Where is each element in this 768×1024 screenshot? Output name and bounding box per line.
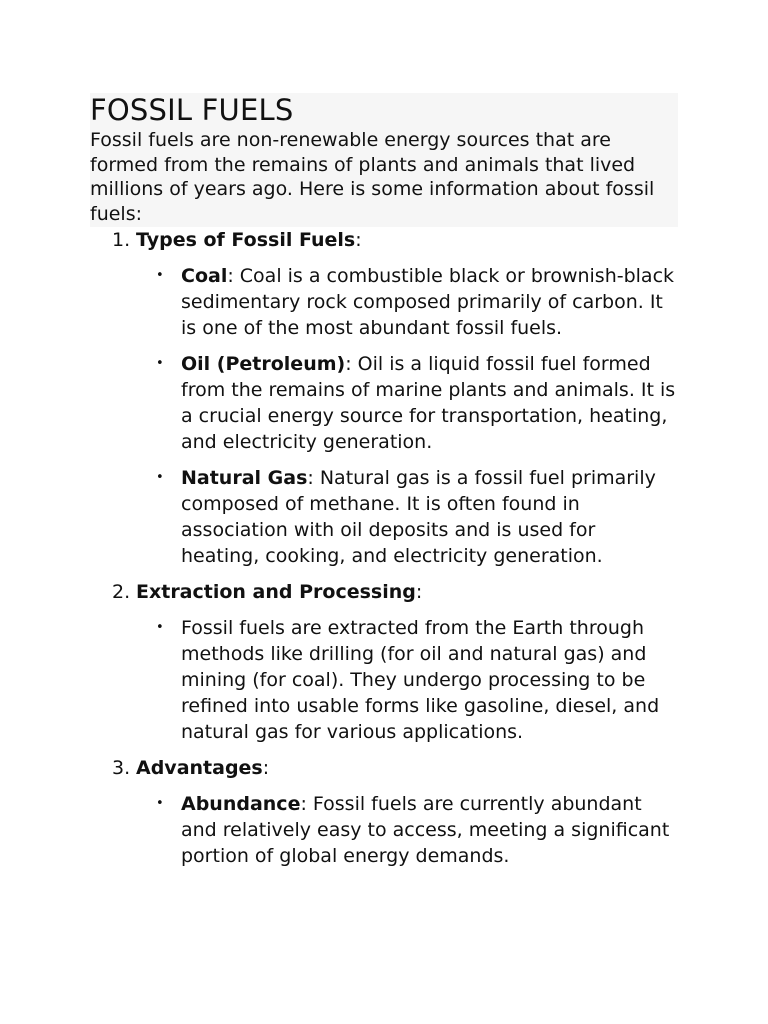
bullet-icon: • <box>156 620 164 635</box>
section-list <box>90 227 678 869</box>
item-list <box>90 791 678 869</box>
list-item-abundance <box>90 791 678 869</box>
item-term: Oil (Petroleum) <box>181 353 346 375</box>
list-item-oil <box>90 351 678 455</box>
section-heading-text: Types of Fossil Fuels <box>136 229 356 251</box>
item-text: : Fossil fuels are currently abundant and relatively easy to access, meeting a significant portion of global energy demands. <box>181 793 670 867</box>
section-number: 2. <box>112 581 131 603</box>
section-heading-text: Advantages <box>136 757 263 779</box>
item-term: Coal <box>181 265 228 287</box>
section-number: 3. <box>112 757 131 779</box>
bullet-icon: • <box>156 268 164 283</box>
section-heading-suffix: : <box>262 757 270 779</box>
bullet-icon: • <box>156 356 164 371</box>
bullet-icon: • <box>156 470 164 485</box>
item-list <box>90 615 678 745</box>
item-text: : Oil is a liquid fossil fuel formed from the remains of marine plants and animals. It is a crucial energy source for transportation, heating, and electricity generation. <box>181 353 676 453</box>
section-types <box>90 227 678 569</box>
section-heading <box>90 579 678 605</box>
section-advantages <box>90 755 678 869</box>
item-text: Fossil fuels are extracted from the Earth through methods like drilling (for oil and natural gas) and mining (for coal). They undergo processing to be refined into usable forms like gasoline, diesel, and natural gas for various applications. <box>181 617 660 743</box>
item-term: Natural Gas <box>181 467 308 489</box>
section-heading-text: Extraction and Processing <box>136 581 416 603</box>
list-item-coal <box>90 263 678 341</box>
document <box>90 93 678 869</box>
section-heading <box>90 227 678 253</box>
item-text: : Coal is a combustible black or brownish-black sedimentary rock composed primarily of carbon. It is one of the most abundant fossil fuels. <box>181 265 675 339</box>
section-heading-suffix: : <box>415 581 423 603</box>
item-term: Abundance <box>181 793 301 815</box>
section-extraction <box>90 579 678 745</box>
bullet-icon: • <box>156 796 164 811</box>
section-heading <box>90 755 678 781</box>
header-box <box>90 93 678 227</box>
item-text: : Natural gas is a fossil fuel primarily composed of methane. It is often found in association with oil deposits and is used for heating, cooking, and electricity generation. <box>181 467 656 567</box>
list-item-extraction <box>90 615 678 745</box>
section-heading-suffix: : <box>355 229 362 251</box>
intro-paragraph: Fossil fuels are non-renewable energy sources that are formed from the remains of plants and animals that lived millions of years ago. Here is some information about fossil fuels: <box>90 129 655 225</box>
list-item-natural-gas <box>90 465 678 569</box>
item-list <box>90 263 678 569</box>
document-title: FOSSIL FUELS <box>90 93 294 127</box>
section-number: 1. <box>112 229 131 251</box>
